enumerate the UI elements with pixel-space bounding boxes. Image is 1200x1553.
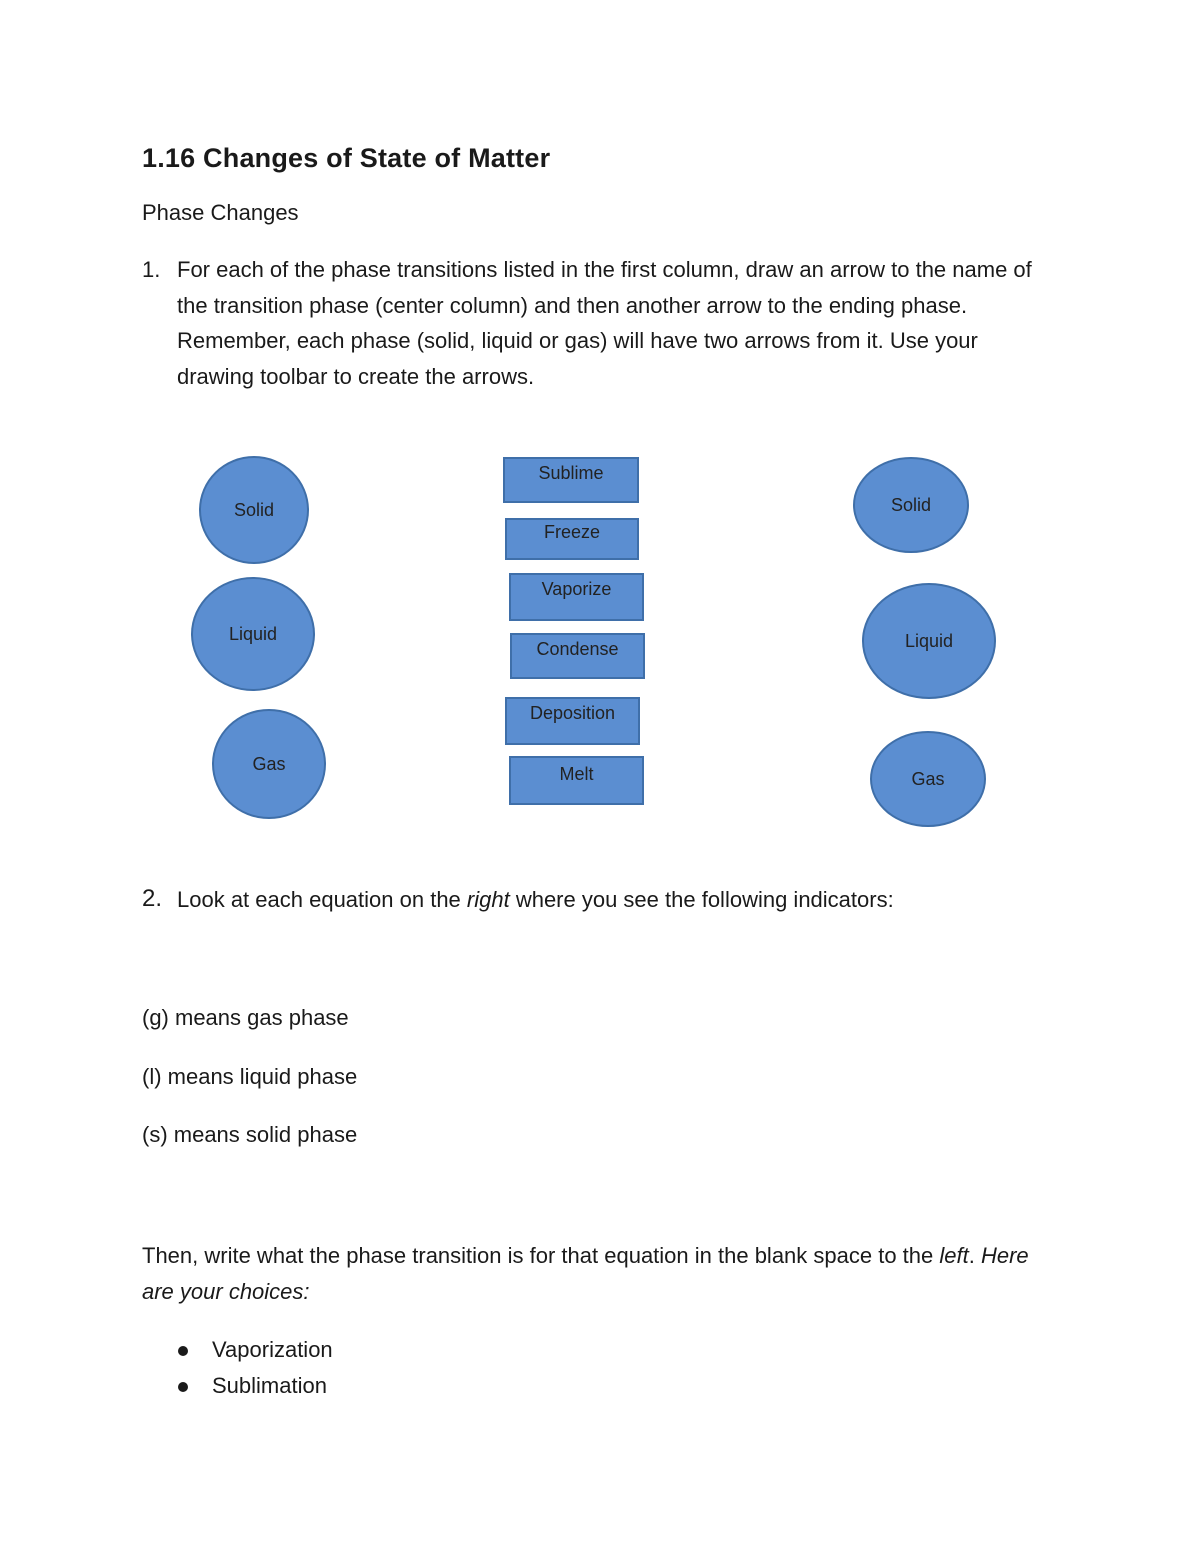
list-item	[178, 1368, 333, 1404]
transition-vaporize[interactable]: Vaporize	[509, 573, 644, 621]
question-1-number: 1.	[142, 257, 161, 282]
transition-condense[interactable]: Condense	[510, 633, 645, 679]
choice-vaporization: Vaporization	[212, 1337, 333, 1362]
choice-sublimation: Sublimation	[212, 1372, 327, 1398]
choices-list	[178, 1332, 333, 1403]
question-2-italic-right: right	[466, 887, 510, 912]
then-text-start: Then, write what the phase transition is for that equation in the blank space to the	[142, 1243, 940, 1268]
question-2-text-end: where you see the following indicators:	[509, 887, 894, 912]
indicator-solid: (s) means solid phase	[142, 1122, 358, 1147]
transition-melt[interactable]: Melt	[509, 756, 644, 805]
question-2-text-start: Look at each equation on the	[177, 887, 467, 912]
instructions-then	[142, 1238, 1062, 1309]
then-italic-left: left	[939, 1243, 969, 1268]
page-title: 1.16 Changes of State of Matter	[142, 143, 551, 173]
left-phase-liquid[interactable]: Liquid	[191, 577, 315, 691]
section-subtitle: Phase Changes	[142, 200, 299, 225]
then-italic-choices: Here are your choices:	[142, 1243, 1029, 1304]
bullet-icon	[178, 1382, 188, 1392]
indicator-liquid: (l) means liquid phase	[142, 1064, 358, 1089]
indicator-gas: (g) means gas phase	[142, 1005, 349, 1030]
right-phase-liquid[interactable]: Liquid	[862, 583, 996, 699]
list-item	[178, 1332, 333, 1368]
then-text-mid: .	[968, 1243, 981, 1268]
question-2-text	[177, 887, 894, 913]
transition-freeze[interactable]: Freeze	[505, 518, 639, 560]
transition-deposition[interactable]: Deposition	[505, 697, 640, 745]
question-2-number: 2.	[142, 885, 163, 912]
right-phase-gas[interactable]: Gas	[870, 731, 986, 827]
left-phase-solid[interactable]: Solid	[199, 456, 309, 564]
right-phase-solid[interactable]: Solid	[853, 457, 969, 553]
bullet-icon	[178, 1346, 188, 1356]
question-1-text: For each of the phase transitions listed in the first column, draw an arrow to the name of the transition phase (center column) and then another arrow to the ending phase. Remember, each phase (solid, liquid or gas) will have two arrows from it. Use your drawing toolbar to create the arrows.	[177, 257, 1032, 389]
left-phase-gas[interactable]: Gas	[212, 709, 326, 819]
transition-sublime[interactable]: Sublime	[503, 457, 639, 503]
